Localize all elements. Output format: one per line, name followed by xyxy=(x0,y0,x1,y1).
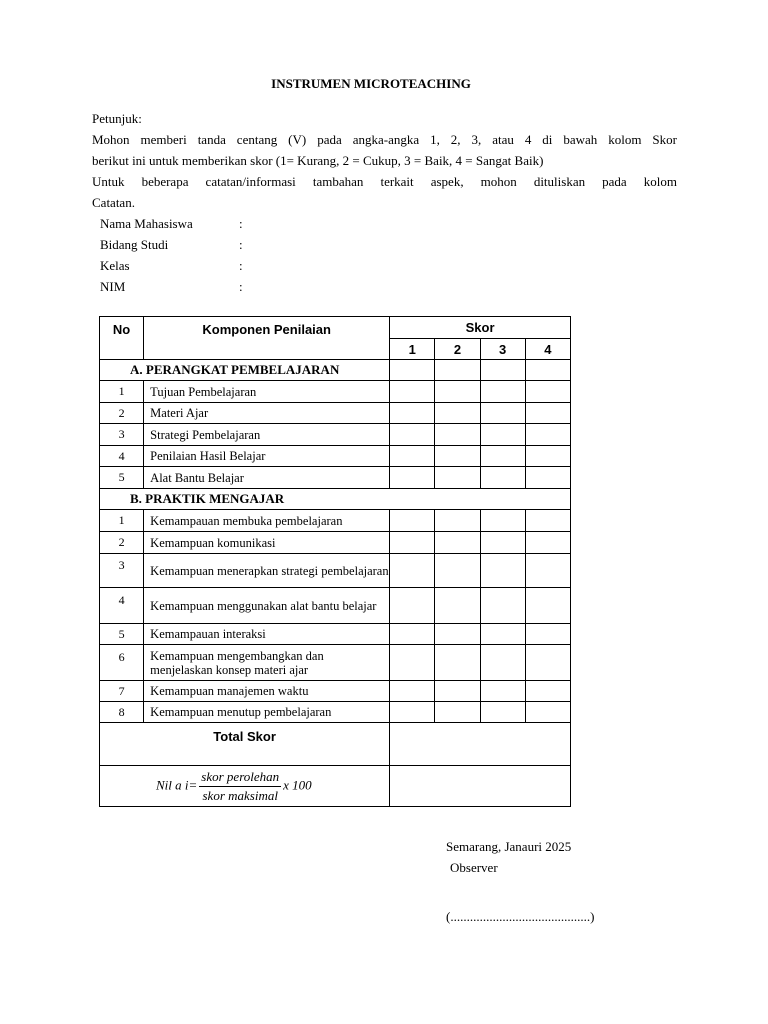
row-component: Alat Bantu Belajar xyxy=(144,467,390,489)
table-row xyxy=(100,645,571,681)
table-row xyxy=(100,424,571,446)
score-cell[interactable] xyxy=(480,424,525,446)
field-separator: : xyxy=(239,237,243,252)
score-cell[interactable] xyxy=(525,446,570,467)
row-component: Strategi Pembelajaran xyxy=(144,424,390,446)
total-row xyxy=(100,723,571,766)
field-label: Nama Mahasiswa xyxy=(100,216,193,231)
header-no: No xyxy=(100,317,144,360)
field-label: Bidang Studi xyxy=(100,237,169,252)
table-row xyxy=(100,681,571,702)
score-cell[interactable] xyxy=(480,446,525,467)
score-cell[interactable] xyxy=(525,424,570,446)
row-component: Kemampuan manajemen waktu xyxy=(144,681,390,702)
score-cell[interactable] xyxy=(435,588,480,624)
score-cell[interactable] xyxy=(390,446,435,467)
score-cell[interactable] xyxy=(435,554,480,588)
total-score-cell[interactable] xyxy=(390,723,571,766)
formula-row xyxy=(100,766,571,807)
row-number: 2 xyxy=(100,403,144,424)
score-cell[interactable] xyxy=(390,403,435,424)
score-cell[interactable] xyxy=(525,588,570,624)
table-row xyxy=(100,403,571,424)
score-cell[interactable] xyxy=(390,360,435,381)
formula-numerator: skor perolehan xyxy=(199,769,281,787)
field-separator: : xyxy=(239,258,243,273)
header-component: Komponen Penilaian xyxy=(144,317,390,360)
formula-rhs: x 100 xyxy=(283,776,312,792)
row-number: 8 xyxy=(100,702,144,723)
row-number: 1 xyxy=(100,510,144,532)
score-cell[interactable] xyxy=(480,381,525,403)
row-component: Kemampuan komunikasi xyxy=(144,532,390,554)
table-header-row xyxy=(100,317,571,339)
score-cell[interactable] xyxy=(435,467,480,489)
section-b-title: B. PRAKTIK MENGAJAR xyxy=(100,489,571,510)
total-score-label: Total Skor xyxy=(100,723,390,766)
table-row xyxy=(100,381,571,403)
score-cell[interactable] xyxy=(480,554,525,588)
row-number: 3 xyxy=(100,424,144,446)
row-number: 5 xyxy=(100,624,144,645)
row-number: 4 xyxy=(100,588,144,624)
score-cell[interactable] xyxy=(480,681,525,702)
score-cell[interactable] xyxy=(390,554,435,588)
score-cell[interactable] xyxy=(435,681,480,702)
field-bidang-studi xyxy=(100,237,243,253)
table-row xyxy=(100,554,571,588)
score-cell[interactable] xyxy=(525,467,570,489)
score-cell[interactable] xyxy=(525,532,570,554)
row-component: Penilaian Hasil Belajar xyxy=(144,446,390,467)
formula-lhs: Nil a i= xyxy=(156,776,198,792)
row-number: 2 xyxy=(100,532,144,554)
instructions-heading: Petunjuk: xyxy=(92,111,142,126)
score-cell[interactable] xyxy=(525,624,570,645)
row-component: Kemampuan mengembangkan dan menjelaskan konsep materi ajar xyxy=(144,645,390,681)
score-cell[interactable] xyxy=(390,588,435,624)
score-cell[interactable] xyxy=(390,532,435,554)
score-cell[interactable] xyxy=(435,424,480,446)
header-score-2: 2 xyxy=(435,339,480,360)
score-cell[interactable] xyxy=(525,510,570,532)
score-cell[interactable] xyxy=(390,467,435,489)
score-cell[interactable] xyxy=(435,446,480,467)
field-nama-mahasiswa xyxy=(100,216,243,232)
header-score: Skor xyxy=(390,317,571,339)
score-cell[interactable] xyxy=(435,381,480,403)
section-a-title: A. PERANGKAT PEMBELAJARAN xyxy=(100,360,390,381)
page-title: INSTRUMEN MICROTEACHING xyxy=(271,76,471,91)
formula-fraction xyxy=(199,769,281,804)
assessment-table xyxy=(99,316,571,807)
section-row xyxy=(100,489,571,510)
formula-denominator: skor maksimal xyxy=(202,787,278,803)
score-cell[interactable] xyxy=(480,360,525,381)
score-cell[interactable] xyxy=(390,510,435,532)
table-row xyxy=(100,532,571,554)
score-cell[interactable] xyxy=(480,624,525,645)
row-number: 7 xyxy=(100,681,144,702)
score-cell[interactable] xyxy=(390,381,435,403)
row-number: 4 xyxy=(100,446,144,467)
score-cell[interactable] xyxy=(480,467,525,489)
table-row xyxy=(100,467,571,489)
header-score-3: 3 xyxy=(480,339,525,360)
row-number: 6 xyxy=(100,645,144,681)
score-cell[interactable] xyxy=(435,645,480,681)
field-nim xyxy=(100,279,243,295)
score-cell[interactable] xyxy=(435,624,480,645)
row-component: Kemampuan menutup pembelajaran xyxy=(144,702,390,723)
score-cell[interactable] xyxy=(390,424,435,446)
row-number: 5 xyxy=(100,467,144,489)
signature-place-date: Semarang, Janauri 2025 xyxy=(446,839,572,854)
score-cell[interactable] xyxy=(390,645,435,681)
score-cell[interactable] xyxy=(525,702,570,723)
score-cell[interactable] xyxy=(480,588,525,624)
score-cell[interactable] xyxy=(435,532,480,554)
row-component: Kemampuan menggunakan alat bantu belajar xyxy=(144,588,390,624)
score-cell[interactable] xyxy=(525,360,570,381)
score-cell[interactable] xyxy=(480,403,525,424)
score-cell[interactable] xyxy=(435,510,480,532)
score-cell[interactable] xyxy=(390,624,435,645)
score-cell[interactable] xyxy=(525,381,570,403)
score-cell[interactable] xyxy=(390,702,435,723)
table-row xyxy=(100,702,571,723)
field-separator: : xyxy=(239,279,243,294)
row-number: 1 xyxy=(100,381,144,403)
header-score-1: 1 xyxy=(390,339,435,360)
instructions-line-4: Catatan. xyxy=(92,195,135,210)
row-component: Kemampauan interaksi xyxy=(144,624,390,645)
score-cell[interactable] xyxy=(525,645,570,681)
header-score-4: 4 xyxy=(525,339,570,360)
table-row xyxy=(100,446,571,467)
score-cell[interactable] xyxy=(525,554,570,588)
table-row xyxy=(100,588,571,624)
field-label: NIM xyxy=(100,279,126,294)
table-row xyxy=(100,510,571,532)
instructions-line-2: berikut ini untuk memberikan skor (1= Kurang, 2 = Cukup, 3 = Baik, 4 = Sangat Baik) xyxy=(92,153,544,168)
score-cell[interactable] xyxy=(480,702,525,723)
score-cell[interactable] xyxy=(435,702,480,723)
field-kelas xyxy=(100,258,243,274)
final-score-cell[interactable] xyxy=(390,766,571,807)
field-label: Kelas xyxy=(100,258,130,273)
row-component: Materi Ajar xyxy=(144,403,390,424)
score-cell[interactable] xyxy=(480,532,525,554)
row-component: Kemampauan membuka pembelajaran xyxy=(144,510,390,532)
section-row xyxy=(100,360,571,381)
score-cell[interactable] xyxy=(435,360,480,381)
score-cell[interactable] xyxy=(525,403,570,424)
score-cell[interactable] xyxy=(480,510,525,532)
signature-blank: (...........................................) xyxy=(446,909,595,924)
score-formula xyxy=(100,766,390,807)
score-cell[interactable] xyxy=(480,645,525,681)
score-cell[interactable] xyxy=(525,681,570,702)
table-row xyxy=(100,624,571,645)
row-number: 3 xyxy=(100,554,144,588)
row-component: Tujuan Pembelajaran xyxy=(144,381,390,403)
score-cell[interactable] xyxy=(390,681,435,702)
score-cell[interactable] xyxy=(435,403,480,424)
row-component: Kemampuan menerapkan strategi pembelajaran xyxy=(144,554,390,588)
signature-role: Observer xyxy=(450,860,498,875)
instructions-line-1: Mohon memberi tanda centang (V) pada angka-angka 1, 2, 3, atau 4 di bawah kolom Skor xyxy=(92,132,677,147)
field-separator: : xyxy=(239,216,243,231)
instructions-line-3: Untuk beberapa catatan/informasi tambahan terkait aspek, mohon dituliskan pada kolom xyxy=(92,174,677,189)
